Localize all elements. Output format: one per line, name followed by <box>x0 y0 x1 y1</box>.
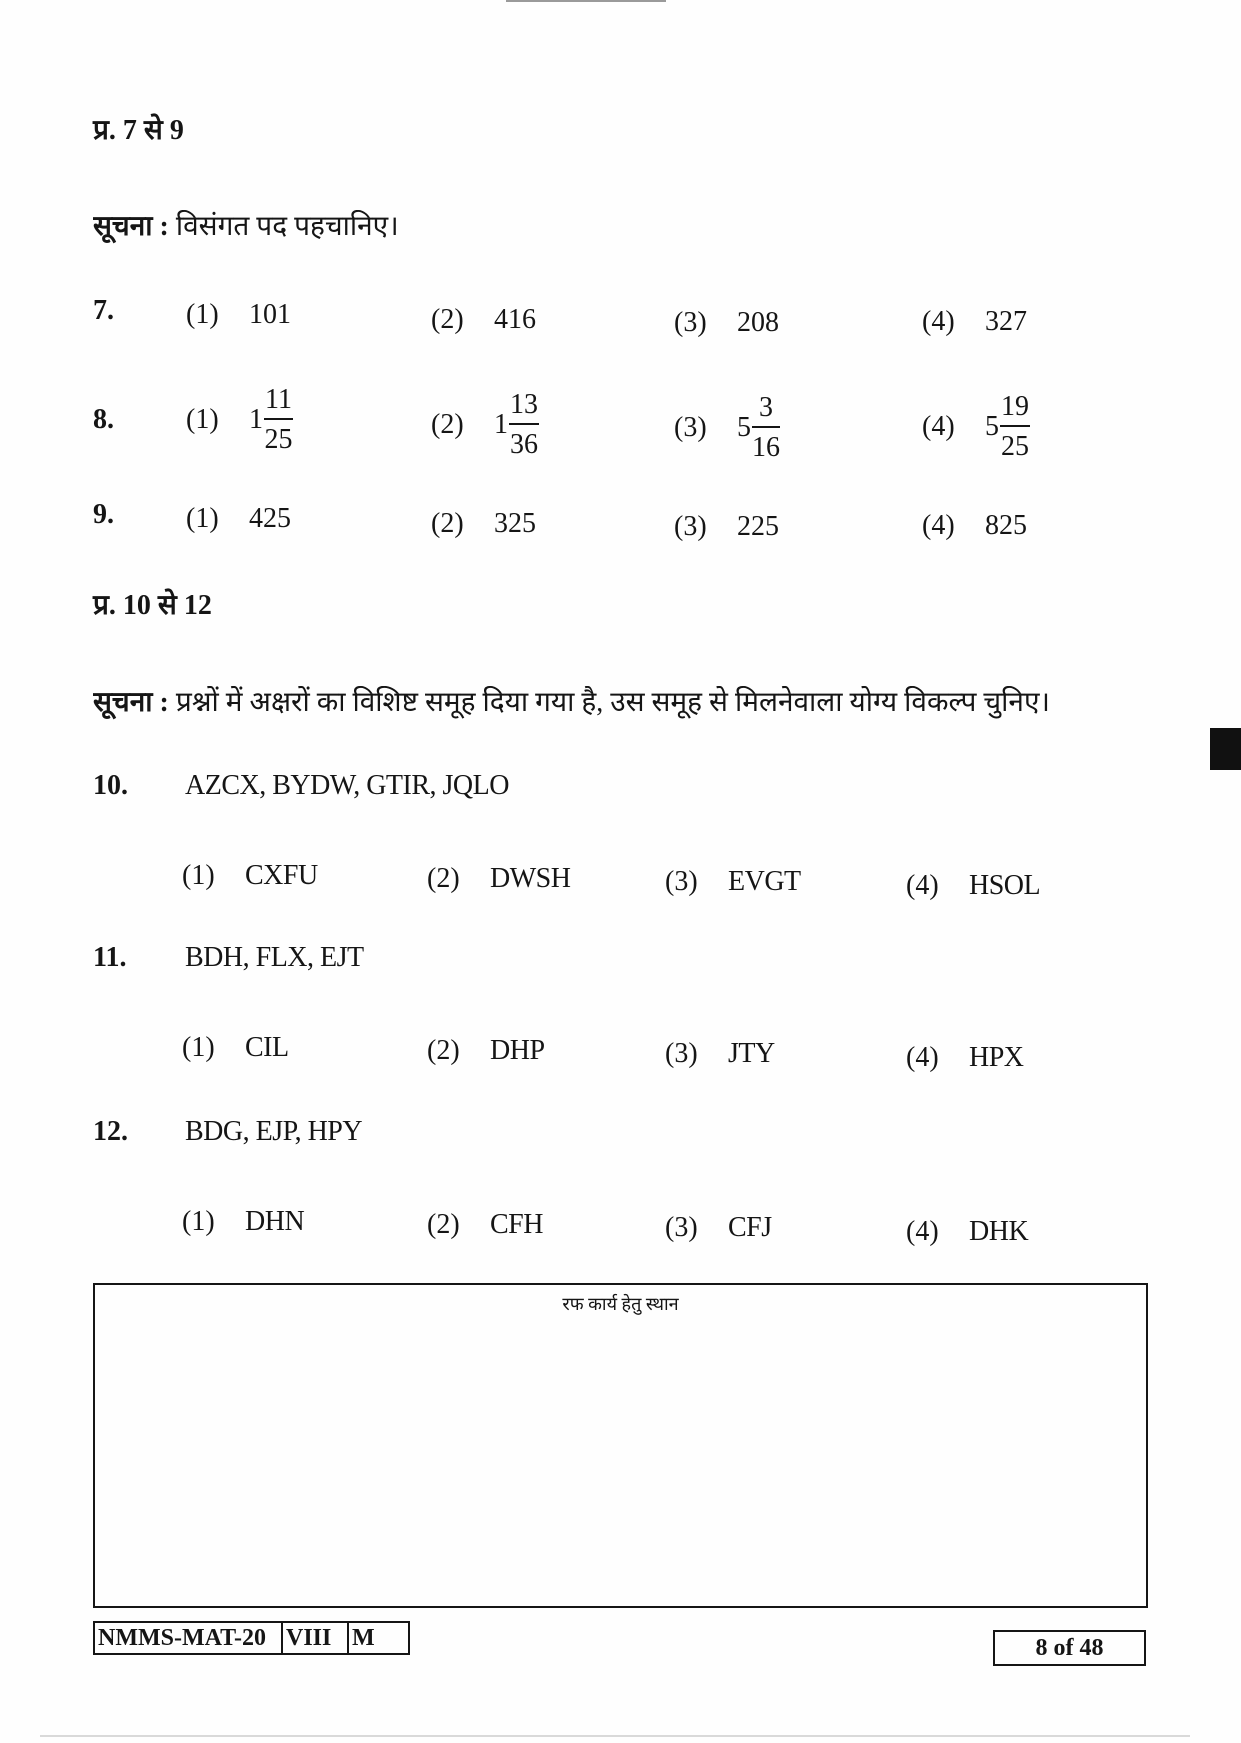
rough-work-title: रफ कार्य हेतु स्थान <box>562 1294 679 1314</box>
rough-work-box <box>93 1283 1148 1608</box>
option-value: 825 <box>985 510 1027 541</box>
edge-marker <box>1210 728 1241 770</box>
option-label: (1) <box>186 299 219 330</box>
option-label: (2) <box>427 863 460 894</box>
option-value: CXFU <box>245 860 318 891</box>
option-label: (4) <box>906 870 939 901</box>
question-stem: BDH, FLX, EJT <box>185 942 364 973</box>
fraction <box>752 392 780 464</box>
fraction-numerator: 3 <box>759 392 773 423</box>
fraction-denominator: 25 <box>1001 431 1029 462</box>
options-row <box>0 1031 1241 1075</box>
question-number: 8. <box>93 404 114 435</box>
option-value: DHN <box>245 1206 305 1237</box>
standard: VIII <box>283 1623 349 1653</box>
option-label: (2) <box>431 508 464 539</box>
options-row <box>0 859 1241 903</box>
option-value: 208 <box>737 307 779 338</box>
option-value: 101 <box>249 299 291 330</box>
option-label: (4) <box>922 510 955 541</box>
q8-option-1 <box>186 378 293 462</box>
q8-option-3 <box>674 386 780 470</box>
page-number: 8 of 48 <box>993 1630 1146 1666</box>
question-number: 7. <box>93 295 114 326</box>
question-stem: BDG, EJP, HPY <box>185 1116 363 1147</box>
medium: M <box>352 1625 375 1651</box>
options-row <box>0 1205 1241 1249</box>
bottom-scan-line <box>40 1735 1190 1737</box>
whole-number: 5 <box>737 412 751 443</box>
question-10 <box>0 769 1241 909</box>
question-7 <box>0 295 1241 338</box>
option-label: (4) <box>906 1216 939 1247</box>
option-value: CFJ <box>728 1212 772 1243</box>
q11-option-3 <box>665 1037 775 1071</box>
option-label: (4) <box>906 1042 939 1073</box>
mixed-fraction <box>249 384 293 456</box>
q7-option-1 <box>186 298 291 332</box>
question-number: 10. <box>93 770 128 801</box>
question-9 <box>0 499 1241 542</box>
option-label: (3) <box>674 412 707 443</box>
option-value: DHP <box>490 1035 545 1066</box>
paper-code-box <box>93 1621 410 1655</box>
q12-option-3 <box>665 1211 772 1245</box>
q11-option-2 <box>427 1034 545 1068</box>
q12-option-2 <box>427 1208 543 1242</box>
question-stem: AZCX, BYDW, GTIR, JQLO <box>185 770 509 801</box>
section-heading-7-9: प्र. 7 से 9 <box>93 115 184 146</box>
notice-text: प्रश्नों में अक्षरों का विशिष्ट समूह दिया गया है, उस समूह से मिलनेवाला योग्य विकल्प चुनिए। <box>175 687 1051 718</box>
q12-option-1 <box>182 1205 304 1239</box>
notice-label: सूचना : <box>93 687 169 718</box>
mixed-fraction <box>985 391 1030 463</box>
question-number: 11. <box>93 942 127 973</box>
notice-7-9 <box>93 210 1193 244</box>
option-value: CFH <box>490 1209 543 1240</box>
question-number: 9. <box>93 499 114 530</box>
q10-option-3 <box>665 865 801 899</box>
fraction <box>264 384 293 456</box>
option-value: CIL <box>245 1032 289 1063</box>
option-value: 425 <box>249 503 291 534</box>
question-11 <box>0 941 1241 1081</box>
whole-number: 1 <box>249 404 263 435</box>
fraction-denominator: 16 <box>752 432 780 463</box>
option-label: (4) <box>922 411 955 442</box>
option-label: (1) <box>182 1206 215 1237</box>
fraction <box>1000 391 1030 463</box>
fraction-denominator: 36 <box>510 429 538 460</box>
option-label: (3) <box>665 1038 698 1069</box>
option-value: DWSH <box>490 863 571 894</box>
notice-label: सूचना : <box>93 211 169 242</box>
q9-option-3 <box>674 510 779 544</box>
q8-option-4 <box>922 385 1030 469</box>
fraction-numerator: 11 <box>265 384 292 415</box>
q11-option-1 <box>182 1031 289 1065</box>
fraction-numerator: 19 <box>1001 391 1029 422</box>
option-label: (4) <box>922 306 955 337</box>
paper-code: NMMS-MAT-20 <box>95 1623 283 1653</box>
option-value: HSOL <box>969 870 1041 901</box>
option-label: (3) <box>665 1212 698 1243</box>
q7-option-3 <box>674 306 779 340</box>
option-label: (1) <box>182 860 215 891</box>
option-label: (2) <box>427 1209 460 1240</box>
question-number: 12. <box>93 1116 128 1147</box>
option-value: HPX <box>969 1042 1024 1073</box>
option-value: DHK <box>969 1216 1029 1247</box>
whole-number: 5 <box>985 411 999 442</box>
option-value: JTY <box>728 1038 775 1069</box>
q10-option-4 <box>906 869 1040 903</box>
option-label: (1) <box>186 503 219 534</box>
q9-option-4 <box>922 509 1027 543</box>
option-value: 325 <box>494 508 536 539</box>
q7-option-2 <box>431 303 536 337</box>
option-value: EVGT <box>728 866 801 897</box>
option-label: (3) <box>674 307 707 338</box>
mixed-fraction <box>494 389 539 461</box>
fraction-denominator: 25 <box>264 424 293 455</box>
mixed-fraction <box>737 392 780 464</box>
option-label: (2) <box>431 409 464 440</box>
top-scan-line <box>506 0 666 2</box>
q9-option-1 <box>186 502 291 536</box>
question-8 <box>0 378 1241 474</box>
fraction <box>509 389 539 461</box>
option-label: (2) <box>427 1035 460 1066</box>
option-value: 225 <box>737 511 779 542</box>
option-label: (2) <box>431 304 464 335</box>
option-label: (3) <box>665 866 698 897</box>
q8-option-2 <box>431 383 539 467</box>
q10-option-1 <box>182 859 318 893</box>
fraction-numerator: 13 <box>510 389 538 420</box>
option-value: 416 <box>494 304 536 335</box>
option-value: 327 <box>985 306 1027 337</box>
whole-number: 1 <box>494 409 508 440</box>
q9-option-2 <box>431 507 536 541</box>
notice-text: विसंगत पद पहचानिए। <box>175 211 399 242</box>
q11-option-4 <box>906 1041 1024 1075</box>
option-label: (3) <box>674 511 707 542</box>
q10-option-2 <box>427 862 570 896</box>
section-heading-10-12: प्र. 10 से 12 <box>93 590 212 621</box>
q7-option-4 <box>922 305 1027 339</box>
q12-option-4 <box>906 1215 1028 1249</box>
option-label: (1) <box>186 404 219 435</box>
option-label: (1) <box>182 1032 215 1063</box>
notice-10-12 <box>93 686 1193 720</box>
question-12 <box>0 1115 1241 1255</box>
